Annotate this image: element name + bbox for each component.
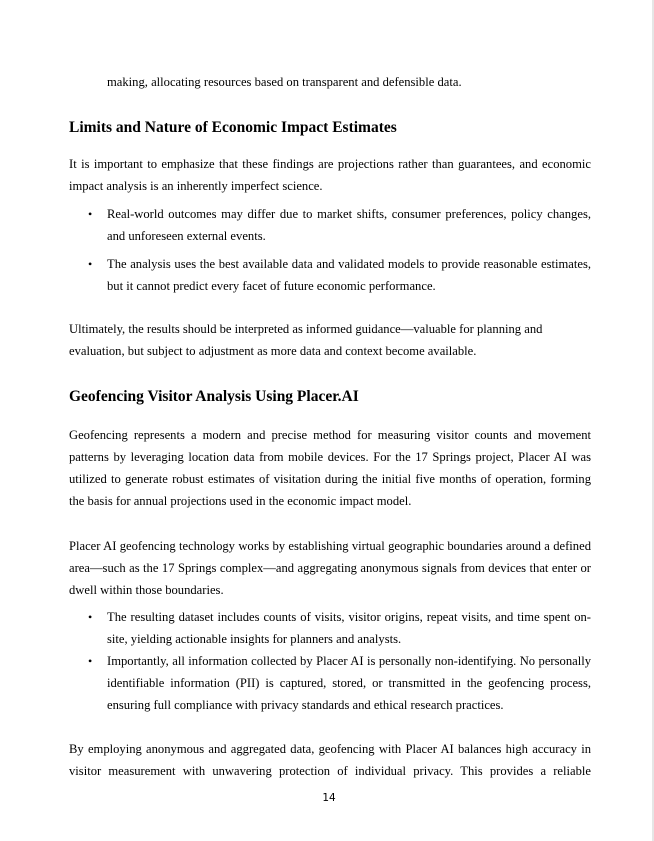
geofencing-paragraph-1: Geofencing represents a modern and precise method for measuring visitor counts and movement patterns by leveraging location data from mobile devices. For the 17 Springs project, Placer AI was utilized to generate robust estimates of visitation during the initial five months of operation, forming the basis for annual projections used in the economic impact model.	[69, 428, 591, 508]
list-item	[69, 253, 591, 297]
list-item	[69, 650, 591, 716]
bullet-icon: •	[88, 654, 93, 668]
bullet-icon: •	[88, 610, 93, 624]
geofencing-paragraph-3: By employing anonymous and aggregated data, geofencing with Placer AI balances high accuracy in visitor measurement with unwavering protection of individual privacy. This provides a reliable	[69, 742, 591, 778]
list-item	[69, 203, 591, 247]
bullet-icon: •	[88, 207, 93, 221]
bullet-text: The analysis uses the best available data and validated models to provide reasonable estimates, but it cannot predict every facet of future economic performance.	[107, 257, 591, 293]
bullet-icon: •	[88, 257, 93, 271]
bullet-text: Importantly, all information collected by Placer AI is personally non-identifying. No personally identifiable information (PII) is captured, stored, or transmitted in the geofencing process, ensuring full compliance with privacy standards and ethical research practices.	[107, 654, 591, 712]
limits-intro-paragraph: It is important to emphasize that these findings are projections rather than guarantees, and economic impact analysis is an inherently imperfect science.	[69, 157, 591, 193]
section-heading-geofencing: Geofencing Visitor Analysis Using Placer.AI	[69, 388, 359, 405]
limits-closing-paragraph: Ultimately, the results should be interpreted as informed guidance—valuable for planning and evaluation, but subject to adjustment as more data and context become available.	[69, 322, 543, 358]
bullet-text: The resulting dataset includes counts of visits, visitor origins, repeat visits, and time spent on-site, yielding actionable insights for planners and analysts.	[107, 610, 591, 646]
page-number: 14	[322, 792, 336, 804]
list-item	[69, 606, 591, 650]
section-heading-limits: Limits and Nature of Economic Impact Estimates	[69, 119, 397, 136]
continuation-text: making, allocating resources based on transparent and defensible data.	[107, 75, 462, 89]
geofencing-paragraph-2: Placer AI geofencing technology works by establishing virtual geographic boundaries around a defined area—such as the 17 Springs complex—and aggregating anonymous signals from devices that enter or dwell within those boundaries.	[69, 539, 591, 597]
limits-bullet-list	[69, 203, 591, 297]
geofencing-bullet-list	[69, 606, 591, 716]
bullet-text: Real-world outcomes may differ due to market shifts, consumer preferences, policy changes, and unforeseen external events.	[107, 207, 591, 243]
